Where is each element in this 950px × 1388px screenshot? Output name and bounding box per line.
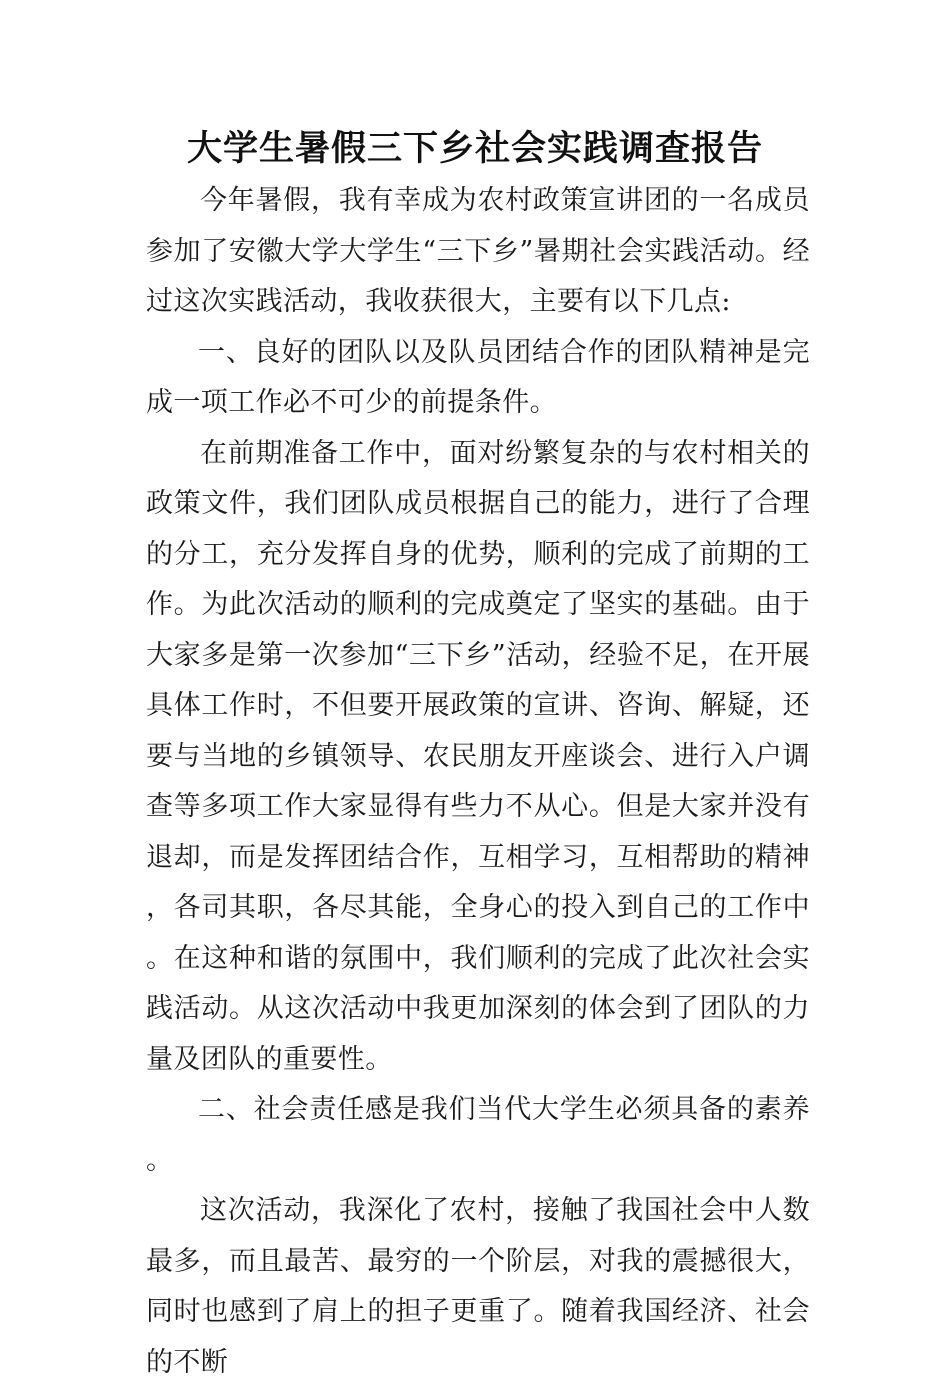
paragraph-intro: 今年暑假，我有幸成为农村政策宣讲团的一名成员参加了安徽大学大学生“三下乡”暑期社会实践活动。经过这次实践活动，我收获很大，主要有以下几点: bbox=[146, 185, 810, 317]
section-heading-1: 一、良好的团队以及队员团结合作的团队精神是完成一项工作必不可少的前提条件。 bbox=[146, 336, 810, 418]
paragraph-responsibility: 这次活动，我深化了农村，接触了我国社会中人数最多，而且最苦、最穷的一个阶层，对我的震撼很大，同时也感到了肩上的担子更重了。随着我国经济、社会的不断 bbox=[146, 1195, 810, 1378]
document-body bbox=[146, 176, 810, 1388]
document-title: 大学生暑假三下乡社会实践调查报告 bbox=[186, 129, 763, 169]
paragraph-teamwork: 在前期准备工作中，面对纷繁复杂的与农村相关的政策文件，我们团队成员根据自己的能力，进行了合理的分工，充分发挥自身的优势，顺利的完成了前期的工作。为此次活动的顺利的完成奠定了坚实的基础。由于大家多是第一次参加“三下乡”活动，经验不足，在开展具体工作时，不但要开展政策的宣讲、咨询、解疑，还要与当地的乡镇领导、农民朋友开座谈会、进行入户调查等多项工作大家显得有些力不从心。但是大家并没有退却，而是发挥团结合作，互相学习，互相帮助的精神，各司其职，各尽其能，全身心的投入到自己的工作中。在这种和谐的氛围中，我们顺利的完成了此次社会实践活动。从这次活动中我更加深刻的体会到了团队的力量及团队的重要性。 bbox=[146, 437, 810, 1075]
section-heading-2: 二、社会责任感是我们当代大学生必须具备的素养。 bbox=[146, 1094, 810, 1176]
